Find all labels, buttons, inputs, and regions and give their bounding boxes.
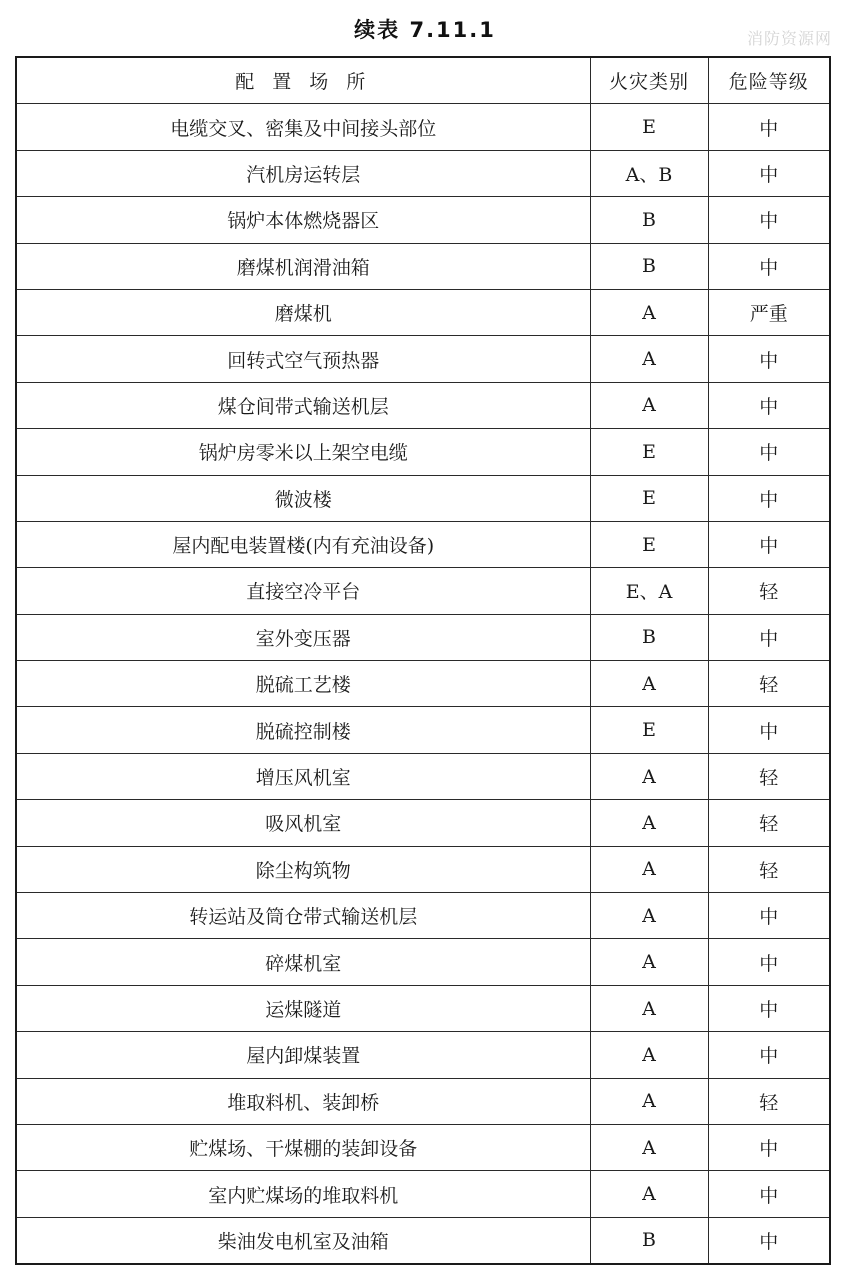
cell-fire-class: A [590, 661, 708, 707]
cell-location: 除尘构筑物 [16, 846, 590, 892]
cell-fire-class: A [590, 1078, 708, 1124]
table-row [16, 289, 830, 335]
table-row [16, 197, 830, 243]
cell-hazard-level: 中 [708, 104, 830, 150]
cell-fire-class: A [590, 846, 708, 892]
cell-location: 碎煤机室 [16, 939, 590, 985]
table-row [16, 1171, 830, 1217]
header-hazard-level: 危险等级 [708, 57, 830, 104]
cell-fire-class: A [590, 1124, 708, 1170]
cell-hazard-level: 轻 [708, 800, 830, 846]
table-row [16, 150, 830, 196]
cell-location: 汽机房运转层 [16, 150, 590, 196]
cell-fire-class: A [590, 336, 708, 382]
cell-hazard-level: 中 [708, 939, 830, 985]
cell-fire-class: E [590, 475, 708, 521]
cell-hazard-level: 中 [708, 336, 830, 382]
cell-location: 微波楼 [16, 475, 590, 521]
cell-hazard-level: 严重 [708, 289, 830, 335]
cell-location: 锅炉房零米以上架空电缆 [16, 429, 590, 475]
cell-hazard-level: 中 [708, 150, 830, 196]
cell-fire-class: A [590, 289, 708, 335]
cell-location: 直接空冷平台 [16, 568, 590, 614]
table-row [16, 939, 830, 985]
cell-hazard-level: 轻 [708, 846, 830, 892]
cell-fire-class: B [590, 614, 708, 660]
data-table [15, 56, 831, 1265]
cell-fire-class: A [590, 800, 708, 846]
cell-location: 室内贮煤场的堆取料机 [16, 1171, 590, 1217]
cell-fire-class: B [590, 197, 708, 243]
cell-location: 增压风机室 [16, 753, 590, 799]
table-row [16, 382, 830, 428]
cell-hazard-level: 中 [708, 1032, 830, 1078]
table-row [16, 104, 830, 150]
cell-fire-class: A [590, 985, 708, 1031]
cell-fire-class: A [590, 893, 708, 939]
table-row [16, 243, 830, 289]
cell-hazard-level: 中 [708, 1217, 830, 1264]
header-fire-class: 火灾类别 [590, 57, 708, 104]
cell-fire-class: B [590, 243, 708, 289]
table-row [16, 568, 830, 614]
cell-fire-class: B [590, 1217, 708, 1264]
cell-hazard-level: 轻 [708, 1078, 830, 1124]
cell-fire-class: A、B [590, 150, 708, 196]
cell-fire-class: A [590, 1032, 708, 1078]
cell-fire-class: E、A [590, 568, 708, 614]
table-row [16, 1032, 830, 1078]
cell-location: 吸风机室 [16, 800, 590, 846]
cell-location: 柴油发电机室及油箱 [16, 1217, 590, 1264]
cell-location: 磨煤机 [16, 289, 590, 335]
cell-fire-class: E [590, 521, 708, 567]
cell-hazard-level: 中 [708, 1171, 830, 1217]
table-row [16, 800, 830, 846]
cell-hazard-level: 中 [708, 429, 830, 475]
cell-hazard-level: 轻 [708, 661, 830, 707]
cell-location: 锅炉本体燃烧器区 [16, 197, 590, 243]
table-row [16, 614, 830, 660]
cell-location: 脱硫控制楼 [16, 707, 590, 753]
table-row [16, 1217, 830, 1264]
table-row [16, 753, 830, 799]
cell-hazard-level: 中 [708, 475, 830, 521]
cell-hazard-level: 中 [708, 985, 830, 1031]
cell-location: 脱硫工艺楼 [16, 661, 590, 707]
table-row [16, 475, 830, 521]
table-row [16, 893, 830, 939]
table-body [16, 104, 830, 1264]
cell-hazard-level: 中 [708, 521, 830, 567]
table-row [16, 336, 830, 382]
watermark: 消防资源网 [746, 29, 832, 48]
cell-hazard-level: 中 [708, 707, 830, 753]
cell-location: 转运站及筒仓带式输送机层 [16, 893, 590, 939]
cell-location: 运煤隧道 [16, 985, 590, 1031]
cell-location: 磨煤机润滑油箱 [16, 243, 590, 289]
table-row [16, 846, 830, 892]
table-row [16, 429, 830, 475]
cell-fire-class: A [590, 753, 708, 799]
table-row [16, 661, 830, 707]
cell-hazard-level: 中 [708, 1124, 830, 1170]
cell-location: 贮煤场、干煤棚的装卸设备 [16, 1124, 590, 1170]
cell-location: 电缆交叉、密集及中间接头部位 [16, 104, 590, 150]
cell-location: 屋内配电装置楼(内有充油设备) [16, 521, 590, 567]
table-row [16, 1124, 830, 1170]
cell-hazard-level: 中 [708, 614, 830, 660]
table-row [16, 521, 830, 567]
table-row [16, 1078, 830, 1124]
cell-fire-class: E [590, 707, 708, 753]
cell-fire-class: E [590, 429, 708, 475]
cell-hazard-level: 轻 [708, 753, 830, 799]
cell-location: 煤仓间带式输送机层 [16, 382, 590, 428]
cell-hazard-level: 中 [708, 382, 830, 428]
cell-location: 堆取料机、装卸桥 [16, 1078, 590, 1124]
cell-hazard-level: 中 [708, 893, 830, 939]
table-row [16, 707, 830, 753]
cell-hazard-level: 中 [708, 243, 830, 289]
cell-hazard-level: 轻 [708, 568, 830, 614]
page-title: 续表 7.11.1 [354, 18, 496, 42]
cell-fire-class: E [590, 104, 708, 150]
table-row [16, 985, 830, 1031]
cell-hazard-level: 中 [708, 197, 830, 243]
cell-fire-class: A [590, 382, 708, 428]
header-location: 配 置 场 所 [16, 57, 590, 104]
cell-fire-class: A [590, 939, 708, 985]
table-header-row [16, 57, 830, 104]
cell-location: 屋内卸煤装置 [16, 1032, 590, 1078]
cell-location: 回转式空气预热器 [16, 336, 590, 382]
cell-fire-class: A [590, 1171, 708, 1217]
cell-location: 室外变压器 [16, 614, 590, 660]
